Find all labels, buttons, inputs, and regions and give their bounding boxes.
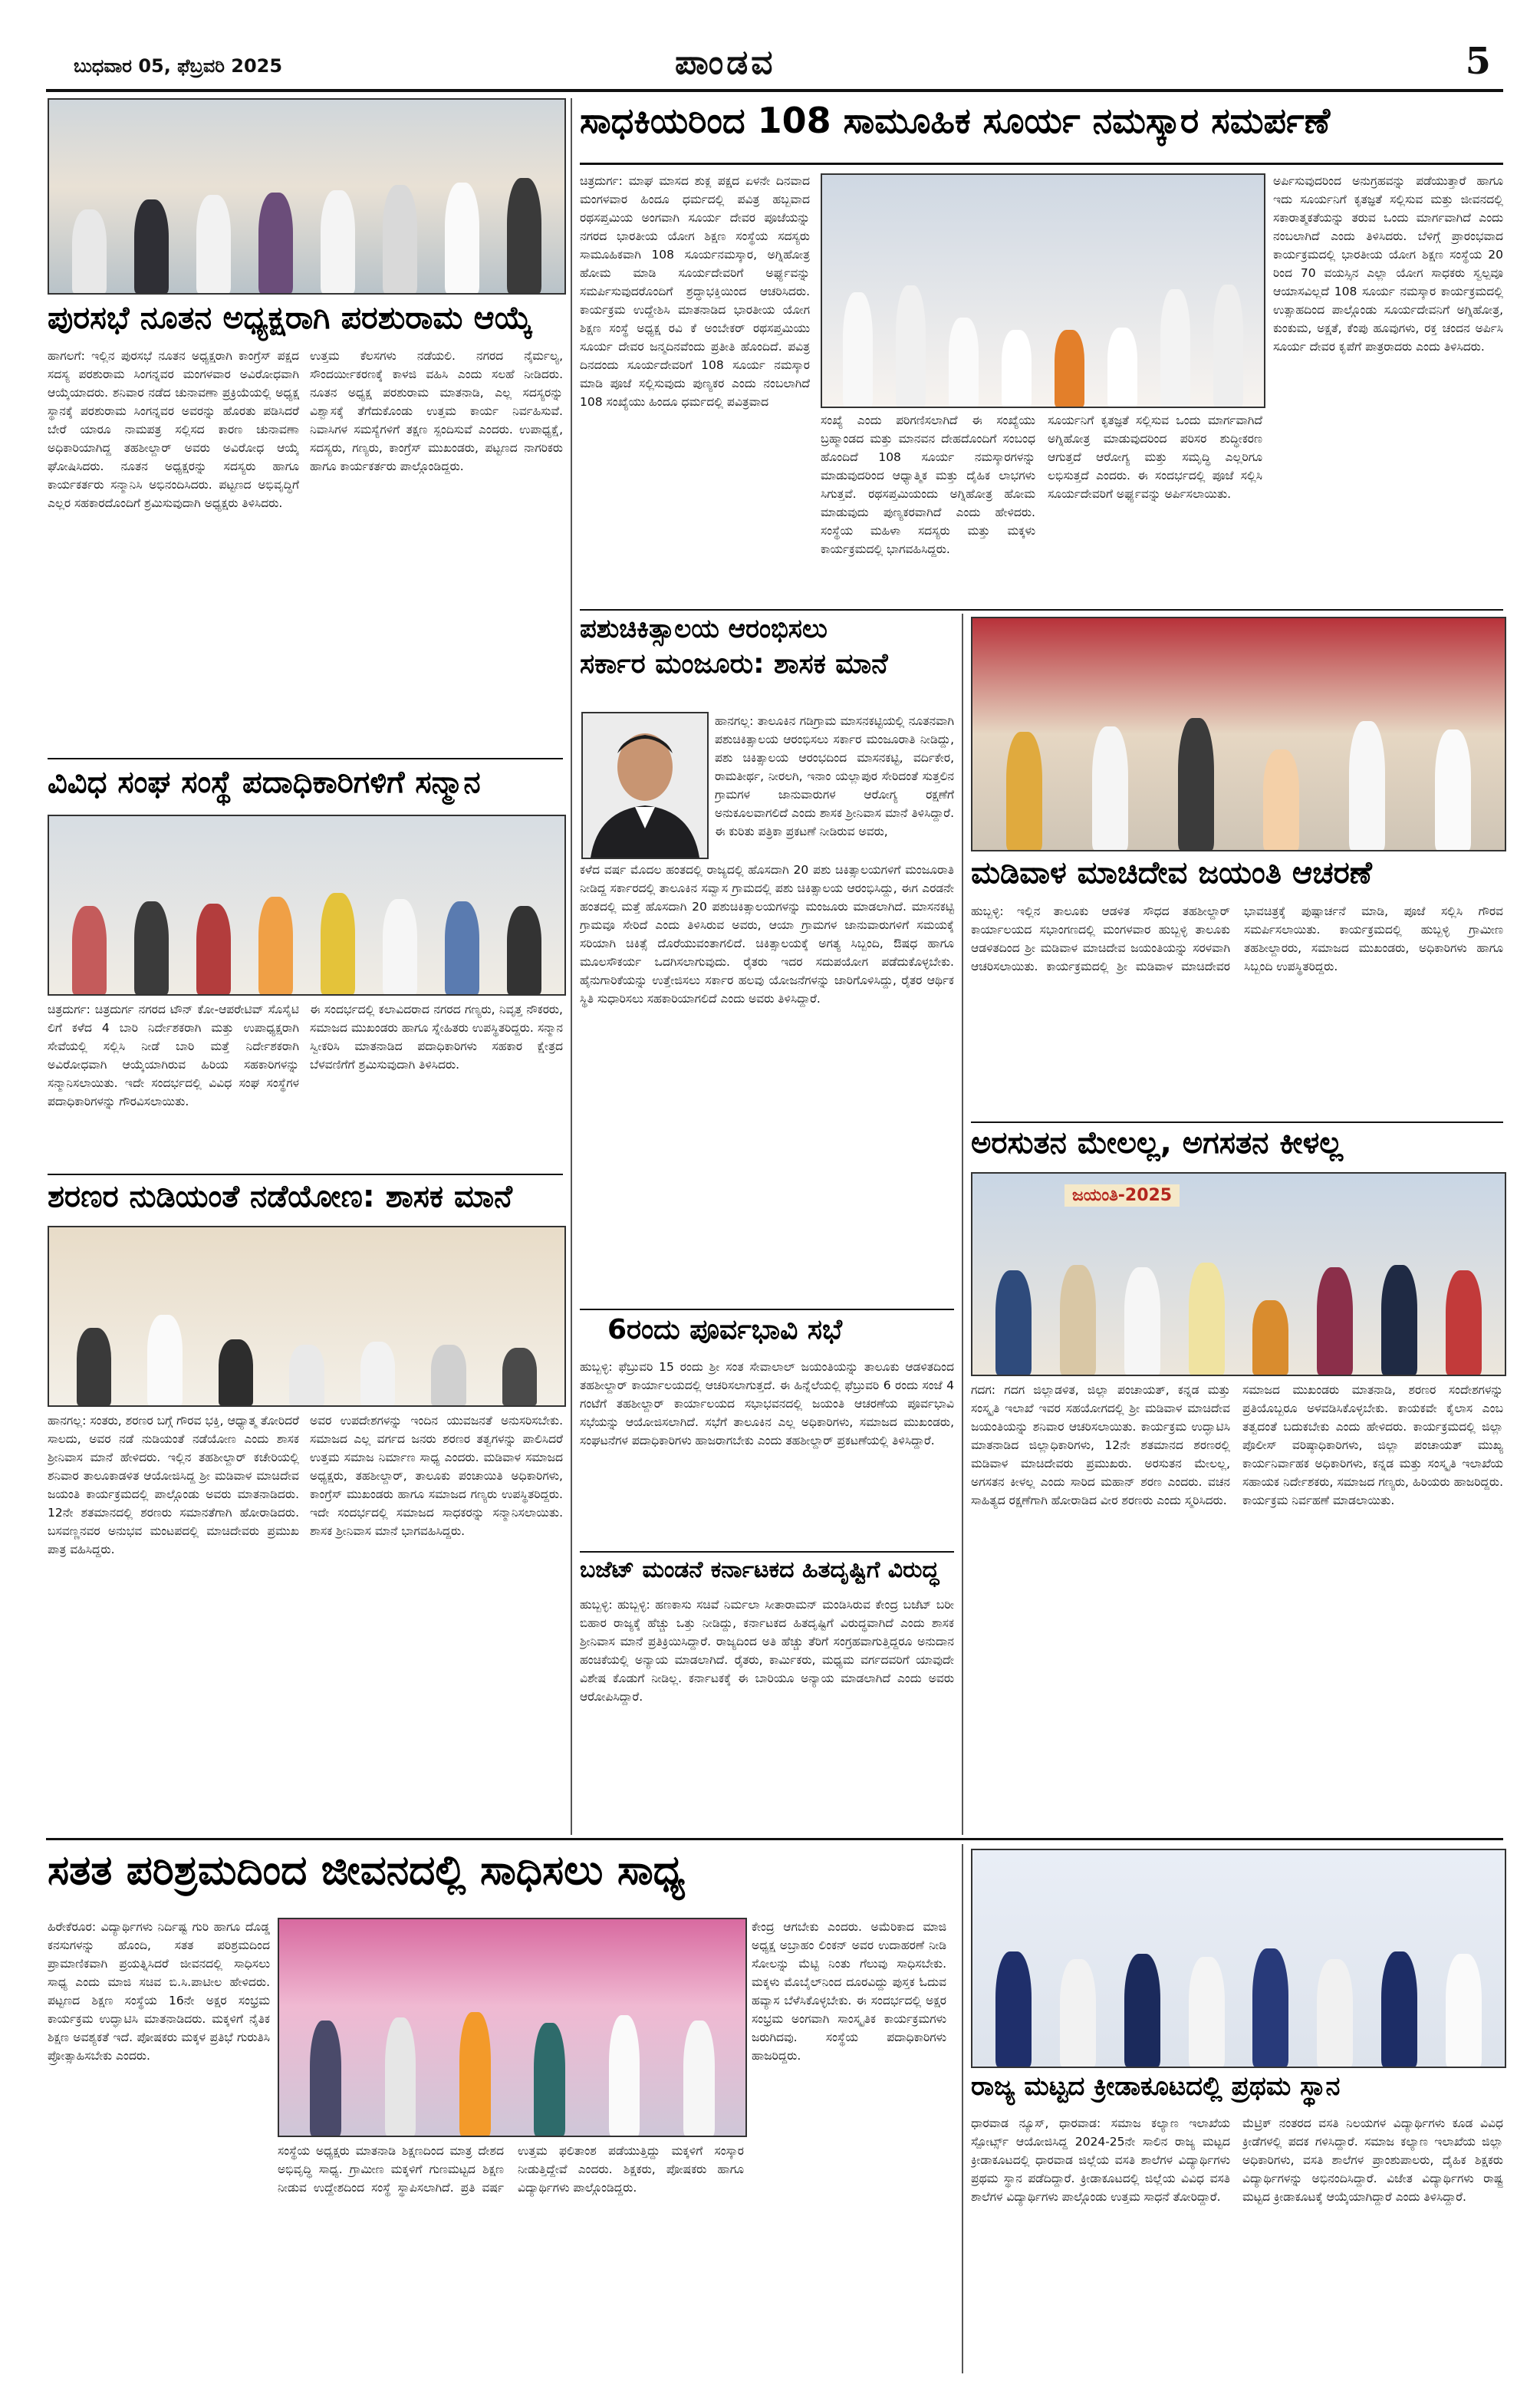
pashu-body: ಕಳೆದ ವರ್ಷ ಮೊದಲ ಹಂತದಲ್ಲಿ ರಾಜ್ಯದಲ್ಲಿ ಹೊಸದಾಗಿ 20 ಪಶು ಚಿಕಿತ್ಸಾಲಯಗಳಿಗೆ ಮಂಜೂರಾತಿ ನೀಡಿದ್ದ ಸರ್ಕಾರದಲ್ಲಿ ತಾಲೂಕಿನ ಸವ್ವಾಸ ಗ್ರಾಮದಲ್ಲಿ ಪಶು ಚಿಕಿತ್ಸಾಲಯ ಆರಂಭಿಸಿದ್ದು, ಈಗ ಎರಡನೇ ಹಂತದಲ್ಲಿ ಮತ್ತೆ ಹೊಸದಾಗಿ 20 ಪಶುಚಿಕಿತ್ಸಾಲಯಗಳನ್ನು ಮಂಜೂರು ಮಾಡಲಾಗಿದೆ. ಮಾಸನಕಟ್ಟಿ ಗ್ರಾಮವೂ ಸೇರಿದೆ ಎಂದು ತಿಳಿಸಿರುವ ಅವರು, ಆಯಾ ಗ್ರಾಮಗಳ ಜಾನುವಾರುಗಳಿಗೆ ಸಮಯಕ್ಕೆ ಸರಿಯಾಗಿ ಚಿಕಿತ್ಸೆ ದೊರೆಯುವಂತಾಗಲಿದೆ. ಚಿಕಿತ್ಸಾಲಯಕ್ಕೆ ಅಗತ್ಯ ಸಿಬ್ಬಂದಿ, ಔಷಧ ಹಾಗೂ ಮೂಲಸೌಕರ್ಯ ಒದಗಿಸಲಾಗುವುದು. ರೈತರು ಇದರ ಸದುಪಯೋಗ ಪಡೆದುಕೊಳ್ಳಬೇಕು. ಹೈನುಗಾರಿಕೆಯನ್ನು ಉತ್ತೇಜಿಸಲು ಸರ್ಕಾರ ಹಲವು ಯೋಜನೆಗಳನ್ನು ಜಾರಿಗೊಳಿಸಿದ್ದು, ರೈತರ ಆರ್ಥಿಕ ಸ್ಥಿತಿ ಸುಧಾರಿಸಲು ಸಹಕಾರಿಯಾಗಲಿದೆ ಎಂದು ಅವರು ತಿಳಿಸಿದ್ದಾರೆ.: [580, 863, 954, 1006]
purvabhavi-body: ಹುಬ್ಬಳ್ಳಿ: ಫೆಬ್ರುವರಿ 15 ರಂದು ಶ್ರೀ ಸಂತ ಸೇವಾಲಾಲ್ ಜಯಂತಿಯನ್ನು ತಾಲೂಕು ಆಡಳಿತದಿಂದ ತಹಶೀಲ್ದಾರ್ ಕಾರ್ಯಾಲಯದಲ್ಲಿ ಆಚರಿಸಲಾಗುತ್ತದೆ. ಈ ಹಿನ್ನೆಲೆಯಲ್ಲಿ ಫೆಬ್ರುವರಿ 6 ರಂದು ಸಂಜೆ 4 ಗಂಟೆಗೆ ತಹಶೀಲ್ದಾರ್ ಕಾರ್ಯಾಲಯದ ಸಭಾಭವನದಲ್ಲಿ ಜಯಂತಿ ಆಚರಣೆಯ ಪೂರ್ವಭಾವಿ ಸಭೆಯನ್ನು ಆಯೋಜಿಸಲಾಗಿದೆ. ಸಭೆಗೆ ತಾಲೂಕಿನ ಎಲ್ಲ ಅಧಿಕಾರಿಗಳು, ಸಮಾಜದ ಮುಖಂಡರು, ಸಂಘಟನೆಗಳ ಪದಾಧಿಕಾರಿಗಳು ಹಾಜರಾಗಬೇಕು ಎಂದು ತಹಶೀಲ್ದಾರ್ ಪ್ರಕಟಣೆಯಲ್ಲಿ ತಿಳಿಸಿದ್ದಾರೆ.: [580, 1360, 954, 1448]
satata-col1: ಹಿರೇಕೆರೂರ: ವಿದ್ಯಾರ್ಥಿಗಳು ನಿರ್ದಿಷ್ಟ ಗುರಿ ಹಾಗೂ ದೊಡ್ಡ ಕನಸುಗಳನ್ನು ಹೊಂದಿ, ಸತತ ಪರಿಶ್ರಮದಿಂದ ಪ್ರಾಮಾಣಿಕವಾಗಿ ಪ್ರಯತ್ನಿಸಿದರೆ ಜೀವನದಲ್ಲಿ ಸಾಧಿಸಲು ಸಾಧ್ಯ ಎಂದು ಮಾಜಿ ಸಚಿವ ಬಿ.ಸಿ.ಪಾಟೀಲ ಹೇಳಿದರು. ಪಟ್ಟಣದ ಶಿಕ್ಷಣ ಸಂಸ್ಥೆಯ 16ನೇ ಅಕ್ಷರ ಸಂಭ್ರಮ ಕಾರ್ಯಕ್ರಮ ಉದ್ಘಾಟಿಸಿ ಮಾತನಾಡಿದರು. ಮಕ್ಕಳಿಗೆ ನೈತಿಕ ಶಿಕ್ಷಣ ಅವಶ್ಯಕತೆ ಇದೆ. ಪೋಷಕರು ಮಕ್ಕಳ ಪ್ರತಿಭೆ ಗುರುತಿಸಿ ಪ್ರೋತ್ಸಾಹಿಸಬೇಕು ಎಂದರು.: [48, 1920, 270, 2063]
column-rule: [962, 1844, 963, 2373]
pashu-kicker: ಪಶುಚಿಕಿತ್ಸಾಲಯ ಆರಂಭಿಸಲು: [580, 614, 828, 644]
pashu-headline: ಸರ್ಕಾರ ಮಂಜೂರು: ಶಾಸಕ ಮಾನೆ: [580, 648, 888, 680]
purasabhe-photo: [48, 98, 566, 295]
surya-photo: [821, 173, 1265, 408]
divider: [971, 1121, 1503, 1123]
satata-col3: ಕೇಂದ್ರ ಆಗಬೇಕು ಎಂದರು. ಅಮೆರಿಕಾದ ಮಾಜಿ ಅಧ್ಯಕ್ಷ ಅಬ್ರಾಹಂ ಲಿಂಕನ್ ಅವರ ಉದಾಹರಣೆ ನೀಡಿ ಸೋಲನ್ನು ಮೆಟ್ಟಿ ನಿಂತು ಗೆಲುವು ಸಾಧಿಸಬೇಕು. ಮಕ್ಕಳು ಮೊಬೈಲ್‌ನಿಂದ ದೂರವಿದ್ದು ಪುಸ್ತಕ ಓದುವ ಹವ್ಯಾಸ ಬೆಳೆಸಿಕೊಳ್ಳಬೇಕು. ಈ ಸಂದರ್ಭದಲ್ಲಿ ಅಕ್ಷರ ಸಂಭ್ರಮ ಅಂಗವಾಗಿ ಸಾಂಸ್ಕೃತಿಕ ಕಾರ್ಯಕ್ರಮಗಳು ಜರುಗಿದವು. ಸಂಸ್ಥೆಯ ಪದಾಧಿಕಾರಿಗಳು ಹಾಜರಿದ್ದರು.: [752, 1920, 946, 2063]
madivala-body: ಹುಬ್ಬಳ್ಳಿ: ಇಲ್ಲಿನ ತಾಲೂಕು ಆಡಳಿತ ಸೌಧದ ತಹಶೀಲ್ದಾರ್ ಕಾರ್ಯಾಲಯದ ಸಭಾಂಗಣದಲ್ಲಿ ಮಂಗಳವಾರ ಹುಬ್ಬಳ್ಳಿ ತಾಲೂಕು ಆಡಳಿತದಿಂದ ಶ್ರೀ ಮಡಿವಾಳ ಮಾಚಿದೇವ ಜಯಂತಿಯನ್ನು ಸರಳವಾಗಿ ಆಚರಿಸಲಾಯಿತು. ಕಾರ್ಯಕ್ರಮದಲ್ಲಿ ಶ್ರೀ ಮಡಿವಾಳ ಮಾಚಿದೇವರ ಭಾವಚಿತ್ರಕ್ಕೆ ಪುಷ್ಪಾರ್ಚನೆ ಮಾಡಿ, ಪೂಜೆ ಸಲ್ಲಿಸಿ ಗೌರವ ಸಮರ್ಪಿಸಲಾಯಿತು. ಕಾರ್ಯಕ್ರಮದಲ್ಲಿ ಹುಬ್ಬಳ್ಳಿ ಗ್ರಾಮೀಣ ತಹಶೀಲ್ದಾರರು, ಸಮಾಜದ ಮುಖಂಡರು, ಅಧಿಕಾರಿಗಳು ಹಾಗೂ ಸಿಬ್ಬಂದಿ ಉಪಸ್ಥಿತರಿದ್ದರು.: [971, 904, 1503, 974]
purasabhe-col1: ಹಾಗಲಗೆ: ಇಲ್ಲಿನ ಪುರಸಭೆ ನೂತನ ಅಧ್ಯಕ್ಷರಾಗಿ ಕಾಂಗ್ರೆಸ್ ಪಕ್ಷದ ಸದಸ್ಯ ಪರಶುರಾಮ ಸಿಂಗನ್ನವರ ಮಂಗಳವಾರ ಅವಿರೋಧವಾಗಿ ಆಯ್ಕೆಯಾದರು. ಶನಿವಾರ ನಡೆದ ಚುನಾವಣಾ ಪ್ರಕ್ರಿಯೆಯಲ್ಲಿ ಅಧ್ಯಕ್ಷ ಸ್ಥಾನಕ್ಕೆ ಪರಶುರಾಮ ಸಿಂಗನ್ನವರ ಅವರನ್ನು ಹೊರತು ಪಡಿಸಿದರೆ ಬೇರೆ ಯಾರೂ ನಾಮಪತ್ರ ಸಲ್ಲಿಸದ ಕಾರಣ ಚುನಾವಣಾ ಅಧಿಕಾರಿಯಾಗಿದ್ದ ತಹಶೀಲ್ದಾರ್ ಅವರು ಅವಿರೋಧ ಆಯ್ಕೆ ಘೋಷಿಸಿದರು. ನೂತನ ಅಧ್ಯಕ್ಷರನ್ನು ಸದಸ್ಯರು ಹಾಗೂ ಕಾರ್ಯಕರ್ತರು ಸನ್ಮಾನಿಸಿ ಅಭಿನಂದಿಸಿದರು. ಪಟ್ಟಣದ ಅಭಿವೃದ್ಧಿಗೆ ಎಲ್ಲರ ಸಹಕಾರದೊಂದಿಗೆ ಶ್ರಮಿಸುವುದಾಗಿ ಅಧ್ಯಕ್ಷರು ತಿಳಿಸಿದರು.: [48, 349, 299, 511]
satata-photo: [278, 1918, 747, 2137]
divider: [48, 1174, 563, 1175]
surya-col2: ಸಂಖ್ಯೆ ಎಂದು ಪರಿಗಣಿಸಲಾಗಿದೆ ಈ ಸಂಖ್ಯೆಯು ಬ್ರಹ್ಮಾಂಡದ ಮತ್ತು ಮಾನವನ ದೇಹದೊಂದಿಗೆ ಸಂಬಂಧ ಹೊಂದಿದೆ 108 ಸೂರ್ಯ ನಮಸ್ಕಾರಗಳನ್ನು ಮಾಡುವುದರಿಂದ ಆಧ್ಯಾತ್ಮಿಕ ಮತ್ತು ದೈಹಿಕ ಲಾಭಗಳು ಸಿಗುತ್ತವೆ. ರಥಸಪ್ತಮಿಯಂದು ಅಗ್ನಿಹೋತ್ರ ಹೋಮ ಮಾಡುವುದು ಪುಣ್ಯಕರವಾಗಿದೆ ಎಂದು ಹೇಳಿದರು. ಸಂಸ್ಥೆಯ ಮಹಿಳಾ ಸದಸ್ಯರು ಮತ್ತು ಮಕ್ಕಳು ಕಾರ್ಯಕ್ರಮದಲ್ಲಿ ಭಾಗವಹಿಸಿದ್ದರು.: [821, 413, 1035, 557]
satata-col2: ಸಂಸ್ಥೆಯ ಅಧ್ಯಕ್ಷರು ಮಾತನಾಡಿ ಶಿಕ್ಷಣದಿಂದ ಮಾತ್ರ ದೇಶದ ಅಭಿವೃದ್ಧಿ ಸಾಧ್ಯ. ಗ್ರಾಮೀಣ ಮಕ್ಕಳಿಗೆ ಗುಣಮಟ್ಟದ ಶಿಕ್ಷಣ ನೀಡುವ ಉದ್ದೇಶದಿಂದ ಸಂಸ್ಥೆ ಸ್ಥಾಪಿಸಲಾಗಿದೆ. ಪ್ರತಿ ವರ್ಷ ಉತ್ತಮ ಫಲಿತಾಂಶ ಪಡೆಯುತ್ತಿದ್ದು ಮಕ್ಕಳಿಗೆ ಸಂಸ್ಕಾರ ನೀಡುತ್ತಿದ್ದೇವೆ ಎಂದರು. ಶಿಕ್ಷಕರು, ಪೋಷಕರು ಹಾಗೂ ವಿದ್ಯಾರ್ಥಿಗಳು ಪಾಲ್ಗೊಂಡಿದ್ದರು.: [278, 2144, 744, 2195]
surya-headline: ಸಾಧಕಿಯರಿಂದ 108 ಸಾಮೂಹಿಕ ಸೂರ್ಯ ನಮಸ್ಕಾರ ಸಮರ್ಪಣೆ: [580, 100, 1331, 141]
arasu-photo: [971, 1172, 1506, 1376]
madivala-photo: [971, 617, 1506, 851]
page-number: 5: [1465, 40, 1491, 83]
divider: [580, 609, 1503, 611]
sharanara-col1: ಹಾನಗಲ್ಲ: ಸಂತರು, ಶರಣರ ಬಗ್ಗೆ ಗೌರವ ಭಕ್ತಿ, ಆಧ್ಯಾತ್ಮ ತೋರಿದರೆ ಸಾಲದು, ಅವರ ನಡೆ ನುಡಿಯಂತೆ ನಡೆಯೋಣ ಎಂದು ಶಾಸಕ ಶ್ರೀನಿವಾಸ ಮಾನೆ ಹೇಳಿದರು. ಇಲ್ಲಿನ ತಹಶೀಲ್ದಾರ್ ಕಚೇರಿಯಲ್ಲಿ ಶನಿವಾರ ತಾಲೂಕಾಡಳಿತ ಆಯೋಜಿಸಿದ್ದ ಶ್ರೀ ಮಡಿವಾಳ ಮಾಚಿದೇವ ಜಯಂತಿ ಕಾರ್ಯಕ್ರಮದಲ್ಲಿ ಪಾಲ್ಗೊಂಡು ಅವರು ಮಾತನಾಡಿದರು. 12ನೇ ಶತಮಾನದಲ್ಲಿ ಶರಣರು ಸಮಾನತೆಗಾಗಿ ಹೋರಾಡಿದರು. ಬಸವಣ್ಣನವರ ಅನುಭವ ಮಂಟಪದಲ್ಲಿ ಮಾಚಿದೇವರು ಪ್ರಮುಖ ಪಾತ್ರ ವಹಿಸಿದ್ದರು.: [48, 1414, 299, 1557]
arasu-headline: ಅರಸುತನ ಮೇಲಲ್ಲ, ಅಗಸತನ ಕೀಳಲ್ಲ: [971, 1125, 1343, 1161]
divider: [580, 163, 1503, 165]
sharanara-headline: ಶರಣರ ನುಡಿಯಂತೆ ನಡೆಯೋಣ: ಶಾಸಕ ಮಾನೆ: [48, 1179, 512, 1214]
purasabhe-headline: ಪುರಸಭೆ ನೂತನ ಅಧ್ಯಕ್ಷರಾಗಿ ಪರಶುರಾಮ ಆಯ್ಕೆ: [48, 299, 533, 336]
budget-body: ಹುಬ್ಬಳ್ಳಿ: ಹುಬ್ಬಳ್ಳಿ: ಹಣಕಾಸು ಸಚಿವೆ ನಿರ್ಮಲಾ ಸೀತಾರಾಮನ್ ಮಂಡಿಸಿರುವ ಕೇಂದ್ರ ಬಜೆಟ್ ಬರೀ ಬಿಹಾರ ರಾಜ್ಯಕ್ಕೆ ಹೆಚ್ಚು ಒತ್ತು ನೀಡಿದ್ದು, ಕರ್ನಾಟಕದ ಹಿತದೃಷ್ಟಿಗೆ ವಿರುದ್ಧವಾಗಿದೆ ಎಂದು ಶಾಸಕ ಶ್ರೀನಿವಾಸ ಮಾನೆ ಪ್ರತಿಕ್ರಿಯಿಸಿದ್ದಾರೆ. ರಾಜ್ಯದಿಂದ ಅತಿ ಹೆಚ್ಚು ತೆರಿಗೆ ಸಂಗ್ರಹವಾಗುತ್ತಿದ್ದರೂ ಅನುದಾನ ಹಂಚಿಕೆಯಲ್ಲಿ ಅನ್ಯಾಯ ಮಾಡಲಾಗಿದೆ. ರೈತರು, ಕಾರ್ಮಿಕರು, ಮಧ್ಯಮ ವರ್ಗದವರಿಗೆ ಯಾವುದೇ ವಿಶೇಷ ಕೊಡುಗೆ ನೀಡಿಲ್ಲ. ಕರ್ನಾಟಕಕ್ಕೆ ಈ ಬಾರಿಯೂ ಅನ್ಯಾಯ ಮಾಡಲಾಗಿದೆ ಎಂದು ಅವರು ಆರೋಪಿಸಿದ್ದಾರೆ.: [580, 1598, 954, 1704]
sanmana-col2: ಈ ಸಂದರ್ಭದಲ್ಲಿ ಕಲಾವಿದರಾದ ನಗರದ ಗಣ್ಯರು, ನಿವೃತ್ತ ನೌಕರರು, ಸಮಾಜದ ಮುಖಂಡರು ಹಾಗೂ ಸ್ನೇಹಿತರು ಉಪಸ್ಥಿತರಿದ್ದರು. ಸನ್ಮಾನ ಸ್ವೀಕರಿಸಿ ಮಾತನಾಡಿದ ಪದಾಧಿಕಾರಿಗಳು ಸಹಕಾರ ಕ್ಷೇತ್ರದ ಬೆಳವಣಿಗೆಗೆ ಶ್ರಮಿಸುವುದಾಗಿ ತಿಳಿಸಿದರು.: [310, 1003, 563, 1072]
divider: [580, 1309, 954, 1310]
madivala-headline: ಮಡಿವಾಳ ಮಾಚಿದೇವ ಜಯಂತಿ ಆಚರಣೆ: [971, 855, 1372, 891]
krida-headline: ರಾಜ್ಯ ಮಟ್ಟದ ಕ್ರೀಡಾಕೂಟದಲ್ಲಿ ಪ್ರಥಮ ಸ್ಥಾನ: [971, 2071, 1341, 2102]
bottom-band-rule: [46, 1838, 1503, 1840]
surya-col4: ಅರ್ಪಿಸುವುದರಿಂದ ಅನುಗ್ರಹವನ್ನು ಪಡೆಯುತ್ತಾರೆ ಹಾಗೂ ಇದು ಸೂರ್ಯನಿಗೆ ಕೃತಜ್ಞತೆ ಸಲ್ಲಿಸುವ ಮತ್ತು ಜೀವನದಲ್ಲಿ ಸಕಾರಾತ್ಮಕತೆಯನ್ನು ತರುವ ಒಂದು ಮಾರ್ಗವಾಗಿದೆ ಎಂದು ನಂಬಲಾಗಿದೆ ಎಂದು ತಿಳಿಸಿದರು. ಬೆಳಿಗ್ಗೆ ಪ್ರಾರಂಭವಾದ ಕಾರ್ಯಕ್ರಮದಲ್ಲಿ ಭಾರತೀಯ ಯೋಗ ಶಿಕ್ಷಣ ಸಂಸ್ಥೆಯ 20 ರಿಂದ 70 ವಯಸ್ಸಿನ ಎಲ್ಲಾ ಯೋಗ ಸಾಧಕರು ಸ್ವಲ್ಪವೂ ಆಯಾಸವಿಲ್ಲದೆ 108 ಸೂರ್ಯ ನಮಸ್ಕಾರ ಕಾರ್ಯಕ್ರಮದಲ್ಲಿ ಉತ್ಸಾಹದಿಂದ ಪಾಲ್ಗೊಂಡು ಸೂರ್ಯದೇವನಿಗೆ ಅಗ್ನಿಹೋತ್ರ, ಕುಂಕುಮ, ಅಕ್ಷತೆ, ಕೆಂಪು ಹೂವುಗಳು, ರಕ್ತ ಚಂದನ ಅರ್ಪಿಸಿ ಸೂರ್ಯ ದೇವರ ಕೃಪೆಗೆ ಪಾತ್ರರಾದರು ಎಂದು ತಿಳಿಸಿದರು.: [1273, 174, 1503, 354]
krida-col2: ಮೆಟ್ರಿಕ್ ನಂತರದ ವಸತಿ ನಿಲಯಗಳ ವಿದ್ಯಾರ್ಥಿಗಳು ಕೂಡ ವಿವಿಧ ಕ್ರೀಡೆಗಳಲ್ಲಿ ಪದಕ ಗಳಿಸಿದ್ದಾರೆ. ಸಮಾಜ ಕಲ್ಯಾಣ ಇಲಾಖೆಯ ಜಿಲ್ಲಾ ಅಧಿಕಾರಿಗಳು, ವಸತಿ ಶಾಲೆಗಳ ಪ್ರಾಂಶುಪಾಲರು, ದೈಹಿಕ ಶಿಕ್ಷಕರು ವಿದ್ಯಾರ್ಥಿಗಳನ್ನು ಅಭಿನಂದಿಸಿದ್ದಾರೆ. ವಿಜೇತ ವಿದ್ಯಾರ್ಥಿಗಳು ರಾಷ್ಟ್ರ ಮಟ್ಟದ ಕ್ರೀಡಾಕೂಟಕ್ಕೆ ಆಯ್ಕೆಯಾಗಿದ್ದಾರೆ ಎಂದು ತಿಳಿಸಿದ್ದಾರೆ.: [1242, 2116, 1503, 2205]
column-rule: [571, 98, 572, 1835]
sanmana-photo: [48, 815, 566, 996]
purvabhavi-headline: 6ರಂದು ಪೂರ್ವಭಾವಿ ಸಭೆ: [607, 1314, 843, 1345]
budget-headline: ಬಜೆಟ್ ಮಂಡನೆ ಕರ್ನಾಟಕದ ಹಿತದೃಷ್ಟಿಗೆ ವಿರುದ್ಧ: [580, 1556, 939, 1583]
divider: [580, 1551, 954, 1553]
mla-portrait: [581, 712, 709, 859]
divider: [48, 758, 563, 759]
sharanara-col2: ಅವರ ಉಪದೇಶಗಳನ್ನು ಇಂದಿನ ಯುವಜನತೆ ಅನುಸರಿಸಬೇಕು. ಸಮಾಜದ ಎಲ್ಲ ವರ್ಗದ ಜನರು ಶರಣರ ತತ್ವಗಳನ್ನು ಪಾಲಿಸಿದರೆ ಉತ್ತಮ ಸಮಾಜ ನಿರ್ಮಾಣ ಸಾಧ್ಯ ಎಂದರು. ಮಡಿವಾಳ ಸಮಾಜದ ಅಧ್ಯಕ್ಷರು, ತಹಶೀಲ್ದಾರ್, ತಾಲೂಕು ಪಂಚಾಯಿತಿ ಅಧಿಕಾರಿಗಳು, ಕಾಂಗ್ರೆಸ್ ಮುಖಂಡರು ಹಾಗೂ ಸಮಾಜದ ಗಣ್ಯರು ಉಪಸ್ಥಿತರಿದ್ದರು. ಇದೇ ಸಂದರ್ಭದಲ್ಲಿ ಸಮಾಜದ ಸಾಧಕರನ್ನು ಸನ್ಮಾನಿಸಲಾಯಿತು. ಶಾಸಕ ಶ್ರೀನಿವಾಸ ಮಾನೆ ಭಾಗವಹಿಸಿದ್ದರು.: [310, 1414, 563, 1539]
sanmana-col1: ಚಿತ್ರದುರ್ಗ: ಚಿತ್ರದುರ್ಗ ನಗರದ ಟೌನ್ ಕೋ-ಆಪರೇಟಿವ್ ಸೊಸೈಟಿ ಲಿಗೆ ಕಳೆದ 4 ಬಾರಿ ನಿರ್ದೇಶಕರಾಗಿ ಮತ್ತು ಉಪಾಧ್ಯಕ್ಷರಾಗಿ ಸೇವೆಯಲ್ಲಿ ಸಲ್ಲಿಸಿ ನೀಡೆ ಬಾರಿ ಮತ್ತೆ ನಿರ್ದೇಶಕರಾಗಿ ಅವಿರೋಧವಾಗಿ ಆಯ್ಕೆಯಾಗಿರುವ ಹಿರಿಯ ಸಹಕಾರಿಗಳನ್ನು ಸನ್ಮಾನಿಸಲಾಯಿತು. ಇದೇ ಸಂದರ್ಭದಲ್ಲಿ ವಿವಿಧ ಸಂಘ ಸಂಸ್ಥೆಗಳ ಪದಾಧಿಕಾರಿಗಳನ್ನು ಗೌರವಿಸಲಾಯಿತು.: [48, 1003, 299, 1109]
issue-date: ಬುಧವಾರ 05, ಫೆಬ್ರವರಿ 2025: [74, 55, 283, 77]
arasu-col2: ಸಮಾಜದ ಮುಖಂಡರು ಮಾತನಾಡಿ, ಶರಣರ ಸಂದೇಶಗಳನ್ನು ಪ್ರತಿಯೊಬ್ಬರೂ ಅಳವಡಿಸಿಕೊಳ್ಳಬೇಕು. ಕಾಯಕವೇ ಕೈಲಾಸ ಎಂಬ ತತ್ವದಂತೆ ಬದುಕಬೇಕು ಎಂದು ಹೇಳಿದರು. ಕಾರ್ಯಕ್ರಮದಲ್ಲಿ ಜಿಲ್ಲಾ ಪೊಲೀಸ್ ವರಿಷ್ಠಾಧಿಕಾರಿಗಳು, ಜಿಲ್ಲಾ ಪಂಚಾಯತ್ ಮುಖ್ಯ ಕಾರ್ಯನಿರ್ವಾಹಕ ಅಧಿಕಾರಿಗಳು, ಕನ್ನಡ ಮತ್ತು ಸಂಸ್ಕೃತಿ ಇಲಾಖೆಯ ಸಹಾಯಕ ನಿರ್ದೇಶಕರು, ಸಮಾಜದ ಗಣ್ಯರು, ಹಿರಿಯರು ಹಾಜರಿದ್ದರು. ಕಾರ್ಯಕ್ರಮ ನಿರ್ವಹಣೆ ಮಾಡಲಾಯಿತು.: [1242, 1383, 1503, 1508]
arasu-photo-banner: ಜಯಂತಿ-2025: [1065, 1184, 1180, 1207]
masthead-rule: [46, 89, 1503, 92]
surya-col3: ಸೂರ್ಯನಿಗೆ ಕೃತಜ್ಞತೆ ಸಲ್ಲಿಸುವ ಒಂದು ಮಾರ್ಗವಾಗಿದೆ ಅಗ್ನಿಹೋತ್ರ ಮಾಡುವುದರಿಂದ ಪರಿಸರ ಶುದ್ಧೀಕರಣ ಆಗುತ್ತದೆ ಆರೋಗ್ಯ ಮತ್ತು ಸಮೃದ್ಧಿ ಎಲ್ಲರಿಗೂ ಲಭಿಸುತ್ತದೆ ಎಂದರು. ಈ ಸಂದರ್ಭದಲ್ಲಿ ಪೂಜೆ ಸಲ್ಲಿಸಿ ಸೂರ್ಯದೇವರಿಗೆ ಅರ್ಘ್ಯವನ್ನು ಅರ್ಪಿಸಲಾಯಿತು.: [1048, 413, 1262, 502]
satata-headline: ಸತತ ಪರಿಶ್ರಮದಿಂದ ಜೀವನದಲ್ಲಿ ಸಾಧಿಸಲು ಸಾಧ್ಯ: [48, 1847, 686, 1894]
sanmana-headline: ವಿವಿಧ ಸಂಘ ಸಂಸ್ಥೆ ಪದಾಧಿಕಾರಿಗಳಿಗೆ ಸನ್ಮಾನ: [48, 765, 481, 800]
krida-col1: ಧಾರವಾಡ ನ್ಯೂಸ್, ಧಾರವಾಡ: ಸಮಾಜ ಕಲ್ಯಾಣ ಇಲಾಖೆಯ ಸ್ಪೋರ್ಟ್ಸ್ ಆಯೋಜಿಸಿದ್ದ 2024-25ನೇ ಸಾಲಿನ ರಾಜ್ಯ ಮಟ್ಟದ ಕ್ರೀಡಾಕೂಟದಲ್ಲಿ ಧಾರವಾಡ ಜಿಲ್ಲೆಯ ವಸತಿ ಶಾಲೆಗಳ ವಿದ್ಯಾರ್ಥಿಗಳು ಪ್ರಥಮ ಸ್ಥಾನ ಪಡೆದಿದ್ದಾರೆ. ಕ್ರೀಡಾಕೂಟದಲ್ಲಿ ಜಿಲ್ಲೆಯ ವಿವಿಧ ವಸತಿ ಶಾಲೆಗಳ ವಿದ್ಯಾರ್ಥಿಗಳು ಪಾಲ್ಗೊಂಡು ಉತ್ತಮ ಸಾಧನೆ ತೋರಿದ್ದಾರೆ.: [971, 2116, 1230, 2205]
arasu-col1: ಗದಗ: ಗದಗ ಜಿಲ್ಲಾಡಳಿತ, ಜಿಲ್ಲಾ ಪಂಚಾಯತ್, ಕನ್ನಡ ಮತ್ತು ಸಂಸ್ಕೃತಿ ಇಲಾಖೆ ಇವರ ಸಹಯೋಗದಲ್ಲಿ ಶ್ರೀ ಮಡಿವಾಳ ಮಾಚಿದೇವ ಜಯಂತಿಯನ್ನು ಶನಿವಾರ ಆಚರಿಸಲಾಯಿತು. ಕಾರ್ಯಕ್ರಮ ಉದ್ಘಾಟಿಸಿ ಮಾತನಾಡಿದ ಜಿಲ್ಲಾಧಿಕಾರಿಗಳು, 12ನೇ ಶತಮಾನದ ಶರಣರಲ್ಲಿ ಮಡಿವಾಳ ಮಾಚಿದೇವರು ಪ್ರಮುಖರು. ಅರಸುತನ ಮೇಲಲ್ಲ, ಅಗಸತನ ಕೀಳಲ್ಲ ಎಂದು ಸಾರಿದ ಮಹಾನ್ ಶರಣ ಎಂದರು. ವಚನ ಸಾಹಿತ್ಯದ ರಕ್ಷಣೆಗಾಗಿ ಹೋರಾಡಿದ ವೀರ ಶರಣರು ಎಂದು ಸ್ಮರಿಸಿದರು.: [971, 1383, 1230, 1508]
pashu-intro: ಹಾನಗಲ್ಲ: ತಾಲೂಕಿನ ಗಡಿಗ್ರಾಮ ಮಾಸನಕಟ್ಟಿಯಲ್ಲಿ ನೂತನವಾಗಿ ಪಶುಚಿಕಿತ್ಸಾಲಯ ಆರಂಭಿಸಲು ಸರ್ಕಾರ ಮಂಜೂರಾತಿ ನೀಡಿದ್ದು, ಪಶು ಚಿಕಿತ್ಸಾಲಯ ಆರಂಭದಿಂದ ಮಾಸನಕಟ್ಟಿ, ವರ್ದಿಕೇರ, ರಾಮತೀರ್ಥ, ನೀರಲಗಿ, ಇನಾಂ ಯಲ್ಲಾಪುರ ಸೇರಿದಂತೆ ಸುತ್ತಲಿನ ಗ್ರಾಮಗಳ ಜಾನುವಾರುಗಳ ಆರೋಗ್ಯ ರಕ್ಷಣೆಗೆ ಅನುಕೂಲವಾಗಲಿದೆ ಎಂದು ಶಾಸಕ ಶ್ರೀನಿವಾಸ ಮಾನೆ ತಿಳಿಸಿದ್ದಾರೆ. ಈ ಕುರಿತು ಪತ್ರಿಕಾ ಪ್ರಕಟಣೆ ನೀಡಿರುವ ಅವರು,: [715, 714, 954, 839]
column-rule: [962, 614, 963, 1835]
surya-col1: ಚಿತ್ರದುರ್ಗ: ಮಾಘ ಮಾಸದ ಶುಕ್ಲ ಪಕ್ಷದ ಏಳನೇ ದಿನವಾದ ಮಂಗಳವಾರ ಹಿಂದೂ ಧರ್ಮದಲ್ಲಿ ಪವಿತ್ರ ಹಬ್ಬವಾದ ರಥಸಪ್ತಮಿಯ ಅಂಗವಾಗಿ ಸೂರ್ಯ ದೇವರ ಪೂಜೆಯನ್ನು ನಗರದ ಭಾರತೀಯ ಯೋಗ ಶಿಕ್ಷಣ ಸಂಸ್ಥೆಯ ಸದಸ್ಯರು ಸಾಮೂಹಿಕವಾಗಿ 108 ಸೂರ್ಯನಮಸ್ಕಾರ, ಅಗ್ನಿಹೋತ್ರ ಹೋಮ ಮಾಡಿ ಸೂರ್ಯದೇವರಿಗೆ ಅರ್ಘ್ಯವನ್ನು ಸಮರ್ಪಿಸುವುದರೊಂದಿಗೆ ಶ್ರದ್ಧಾಭಕ್ತಿಯಿಂದ ಆಚರಿಸಿದರು. ಕಾರ್ಯಕ್ರಮ ಉದ್ದೇಶಿಸಿ ಮಾತನಾಡಿದ ಭಾರತೀಯ ಯೋಗ ಶಿಕ್ಷಣ ಸಂಸ್ಥೆ ಅಧ್ಯಕ್ಷ ರವಿ ಕೆ ಅಂಬೇಕರ್ ರಥಸಪ್ತಮಿಯು ಸೂರ್ಯ ದೇವರ ಜನ್ಮದಿನವೆಂದು ಪ್ರತೀತಿ ಹೊಂದಿದೆ. ಪವಿತ್ರ ದಿನದಂದು ಸೂರ್ಯದೇವರಿಗೆ 108 ಸೂರ್ಯ ನಮಸ್ಕಾರ ಮಾಡಿ ಪೂಜೆ ಸಲ್ಲಿಸುವುದು ಪುಣ್ಯಕರ ಎಂದು ನಂಬಲಾಗಿದೆ 108 ಸಂಖ್ಯೆಯು ಹಿಂದೂ ಧರ್ಮದಲ್ಲಿ ಪವಿತ್ರವಾದ: [580, 174, 810, 410]
purasabhe-col2: ಉತ್ತಮ ಕೆಲಸಗಳು ನಡೆಯಲಿ. ನಗರದ ನೈರ್ಮಲ್ಯ, ಸೌಂದರ್ಯೀಕರಣಕ್ಕೆ ಕಾಳಜಿ ವಹಿಸಿ ಎಂದು ಸಲಹೆ ನೀಡಿದರು. ನೂತನ ಅಧ್ಯಕ್ಷ ಪರಶುರಾಮ ಮಾತನಾಡಿ, ಎಲ್ಲ ಸದಸ್ಯರನ್ನು ವಿಶ್ವಾಸಕ್ಕೆ ತೆಗೆದುಕೊಂಡು ಉತ್ತಮ ಕಾರ್ಯ ನಿರ್ವಹಿಸುವೆ. ನಿವಾಸಿಗಳ ಸಮಸ್ಯೆಗಳಿಗೆ ತಕ್ಷಣ ಸ್ಪಂದಿಸುವೆ ಎಂದರು. ಉಪಾಧ್ಯಕ್ಷೆ, ಸದಸ್ಯರು, ಗಣ್ಯರು, ಕಾಂಗ್ರೆಸ್ ಮುಖಂಡರು, ಪಟ್ಟಣದ ನಾಗರಿಕರು ಹಾಗೂ ಕಾರ್ಯಕರ್ತರು ಪಾಲ್ಗೊಂಡಿದ್ದರು.: [310, 349, 563, 474]
newspaper-name: ಪಾಂಡವ: [675, 43, 776, 82]
krida-photo: [971, 1849, 1506, 2068]
sharanara-photo: [48, 1226, 566, 1407]
